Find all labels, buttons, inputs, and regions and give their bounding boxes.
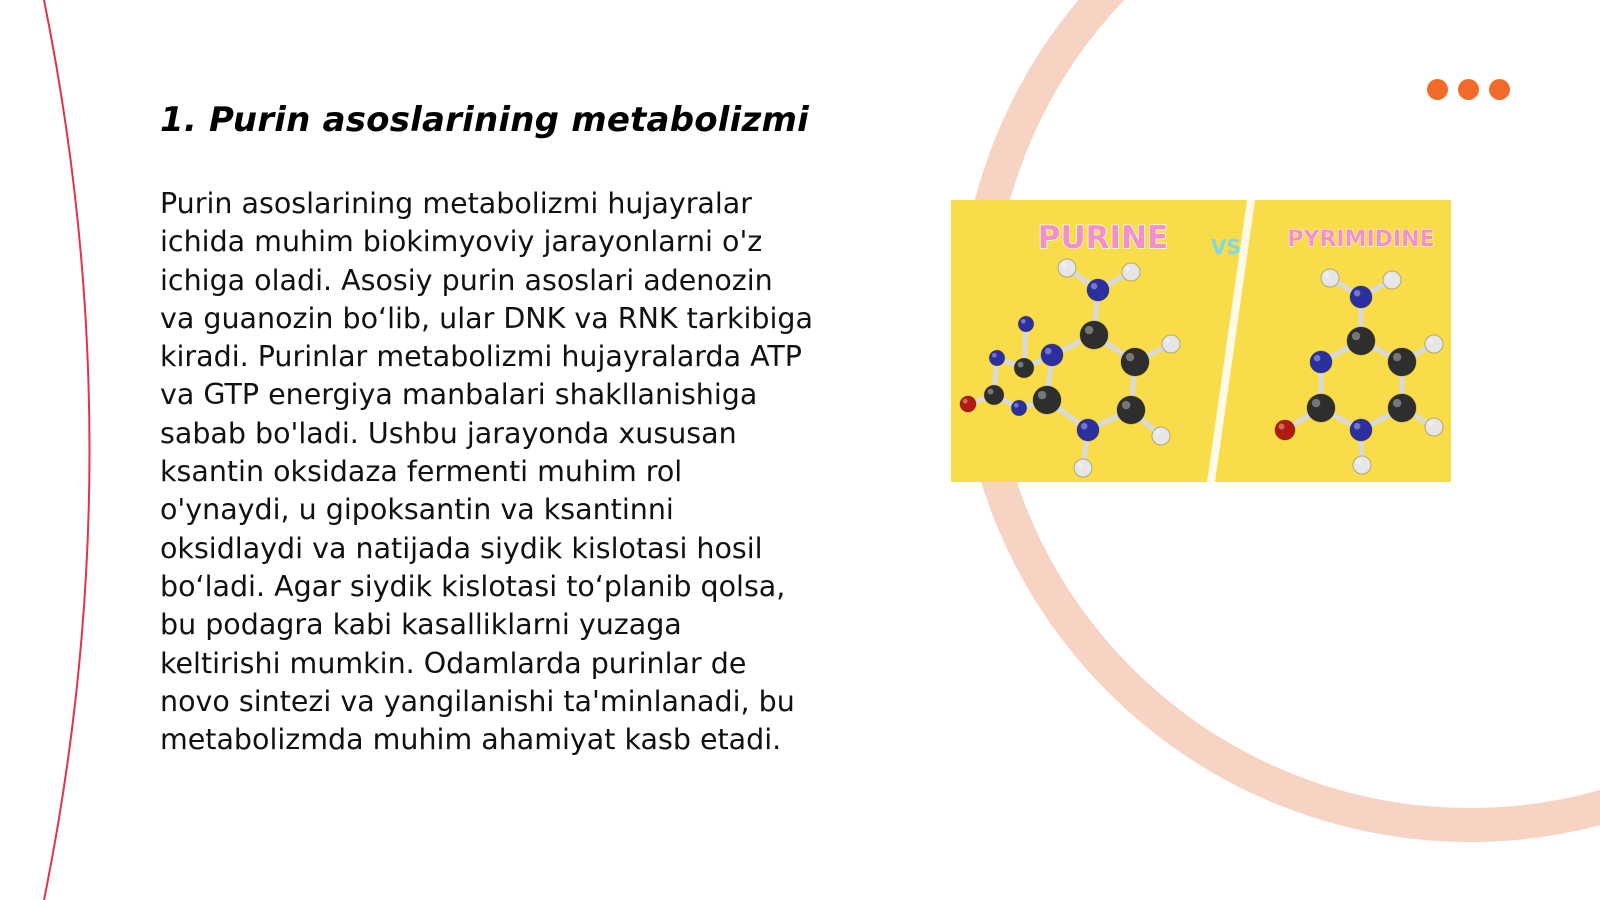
atom-highlight <box>1352 332 1360 340</box>
atom <box>1388 394 1416 422</box>
atom <box>1425 335 1443 353</box>
body-line: ichiga oladi. Asosiy purin asoslari adenozin <box>160 263 773 297</box>
atom <box>1350 419 1372 441</box>
atom <box>1350 286 1372 308</box>
atom <box>1074 459 1092 477</box>
atom-highlight <box>1354 423 1361 430</box>
label-purine: PURINE <box>1037 220 1169 256</box>
body-paragraph <box>160 185 850 759</box>
atom-highlight <box>1085 326 1093 334</box>
atom <box>1018 316 1033 331</box>
atom <box>1152 427 1170 445</box>
dot <box>1489 79 1510 100</box>
atom <box>1117 396 1145 424</box>
atom <box>1425 418 1443 436</box>
atom <box>1275 420 1295 440</box>
label-pyrimidine: PYRIMIDINE <box>1287 227 1435 252</box>
body-line: novo sintezi va yangilanishi ta'minlanadi, bu <box>160 684 795 718</box>
atom <box>1347 327 1375 355</box>
atom <box>1087 279 1109 301</box>
label-vs: VS <box>1211 235 1241 259</box>
dot <box>1458 79 1479 100</box>
body-line: bo‘ladi. Agar siydik kislotasi to‘planib qolsa, <box>160 569 786 603</box>
atom-highlight <box>963 399 968 404</box>
atom-highlight <box>1021 319 1026 324</box>
atom <box>989 350 1004 365</box>
atom-highlight <box>1061 262 1066 267</box>
atom-highlight <box>1324 272 1329 277</box>
slide-title: 1. Purin asoslarining metabolizmi <box>160 100 809 140</box>
atom-highlight <box>1393 353 1401 361</box>
atom <box>1080 321 1108 349</box>
body-line: sabab bo'ladi. Ushbu jarayonda xususan <box>160 416 737 450</box>
body-line: keltirishi mumkin. Odamlarda purinlar de <box>160 646 747 680</box>
atom-highlight <box>1314 355 1321 362</box>
atom <box>960 396 976 412</box>
atom-highlight <box>1018 362 1024 368</box>
atom <box>1011 400 1026 415</box>
atom-highlight <box>1081 423 1088 430</box>
body-line: kiradi. Purinlar metabolizmi hujayralarda ATP <box>160 340 802 374</box>
body-line: ksantin oksidaza fermenti muhim rol <box>160 455 683 489</box>
atom <box>1058 259 1076 277</box>
atom-highlight <box>1122 401 1130 409</box>
atom-highlight <box>988 389 994 395</box>
atom <box>1307 394 1335 422</box>
atom-highlight <box>1354 290 1361 297</box>
atom-highlight <box>992 353 997 358</box>
atom-highlight <box>1077 462 1082 467</box>
three-dots-icon <box>1427 79 1511 101</box>
atom-highlight <box>1125 266 1130 271</box>
atom <box>1077 419 1099 441</box>
atom <box>1383 271 1401 289</box>
atom <box>1388 348 1416 376</box>
atom-highlight <box>1126 353 1134 361</box>
body-line: ichida muhim biokimyoviy jarayonlarni o'z <box>160 225 763 259</box>
atom <box>1041 344 1063 366</box>
atom <box>1353 456 1371 474</box>
body-line: Purin asoslarining metabolizmi hujayralar <box>160 187 752 220</box>
atom-highlight <box>1428 421 1433 426</box>
atom <box>984 385 1004 405</box>
atom-highlight <box>1014 403 1019 408</box>
purine-vs-pyrimidine-image <box>951 200 1451 482</box>
atom-highlight <box>1312 399 1320 407</box>
atom <box>1310 351 1332 373</box>
body-line: oksidlaydi va natijada siydik kislotasi hosil <box>160 531 763 565</box>
atom-highlight <box>1155 430 1160 435</box>
body-line: bu podagra kabi kasalliklarni yuzaga <box>160 608 682 642</box>
atom-highlight <box>1386 274 1391 279</box>
body-line: metabolizmda muhim ahamiyat kasb etadi. <box>160 723 782 757</box>
atom <box>1014 358 1034 378</box>
atom-highlight <box>1393 399 1401 407</box>
atom-highlight <box>1045 348 1052 355</box>
atom <box>1121 348 1149 376</box>
atom-highlight <box>1038 391 1046 399</box>
atom-highlight <box>1091 283 1098 290</box>
atom <box>1162 335 1180 353</box>
body-line: va GTP energiya manbalari shakllanishiga <box>160 378 758 412</box>
atom <box>1033 386 1061 414</box>
body-line: o'ynaydi, u gipoksantin va ksantinni <box>160 493 674 527</box>
atom <box>1122 263 1140 281</box>
atom-highlight <box>1428 338 1433 343</box>
atom-highlight <box>1356 459 1361 464</box>
dot <box>1427 79 1448 100</box>
atom <box>1321 269 1339 287</box>
body-line: va guanozin bo‘lib, ular DNK va RNK tarkibiga <box>160 301 813 335</box>
left-red-curve <box>44 0 90 900</box>
atom-highlight <box>1279 424 1285 430</box>
atom-highlight <box>1165 338 1170 343</box>
